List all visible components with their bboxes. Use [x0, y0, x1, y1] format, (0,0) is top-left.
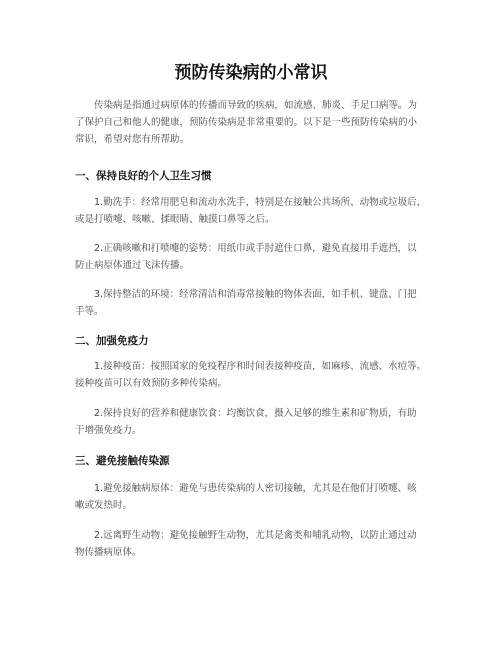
item-line: 物传播病原体。 [75, 547, 142, 558]
item-line: 2.远离野生动物：避免接触野生动物，尤其是禽类和哺乳动物，以防止通过动 [94, 530, 417, 541]
item-line: 于增强免疫力。 [75, 425, 142, 436]
section-item [75, 194, 426, 228]
item-line: 1.勤洗手：经常用肥皂和流动水洗手，特别是在接触公共场所、动物或垃圾后， [94, 197, 427, 208]
section-item [75, 405, 417, 439]
item-line: 1.避免接触病原体：避免与患传染病的人密切接触，尤其是在他们打喷嚏、咳 [94, 483, 417, 494]
section-item [75, 527, 417, 561]
item-line: 接种疫苗可以有效预防多种传染病。 [75, 378, 228, 389]
intro-line: 了保护自己和他人的健康，预防传染病是非常重要的。以下是一些预防传染病的小 [75, 117, 418, 128]
section-item [75, 480, 417, 514]
intro-line: 传染病是指通过病原体的传播而导致的疾病，如流感、肺炎、手足口病等。为 [94, 100, 418, 111]
section-item [75, 240, 417, 274]
item-line: 或是打喷嚏、咳嗽、揉眼睛、触摸口鼻等之后。 [75, 214, 275, 225]
section-heading: 三、避免接触传染源 [75, 455, 170, 467]
item-line: 2.正确咳嗽和打喷嚏的姿势：用纸巾或手肘遮住口鼻，避免直接用手遮挡，以 [94, 243, 417, 254]
item-line: 3.保持整洁的环境：经常清洁和消毒常接触的物体表面，如手机、键盘、门把 [94, 289, 417, 300]
intro-paragraph [75, 97, 417, 148]
page-title: 预防传染病的小常识 [174, 63, 328, 83]
section-heading: 二、加强免疫力 [75, 335, 149, 347]
section-item [75, 358, 426, 392]
item-line: 手等。 [75, 306, 104, 317]
item-line: 防止病原体通过飞沫传播。 [75, 260, 190, 271]
section-item [75, 286, 417, 320]
intro-line: 常识，希望对您有所帮助。 [75, 134, 190, 145]
item-line: 嗽或发热时。 [75, 500, 133, 511]
section-heading: 一、保持良好的个人卫生习惯 [75, 170, 212, 182]
item-line: 1.接种疫苗：按照国家的免疫程序和时间表接种疫苗，如麻疹、流感、水痘等。 [94, 361, 427, 372]
item-line: 2.保持良好的营养和健康饮食：均衡饮食，摄入足够的维生素和矿物质，有助 [94, 408, 417, 419]
